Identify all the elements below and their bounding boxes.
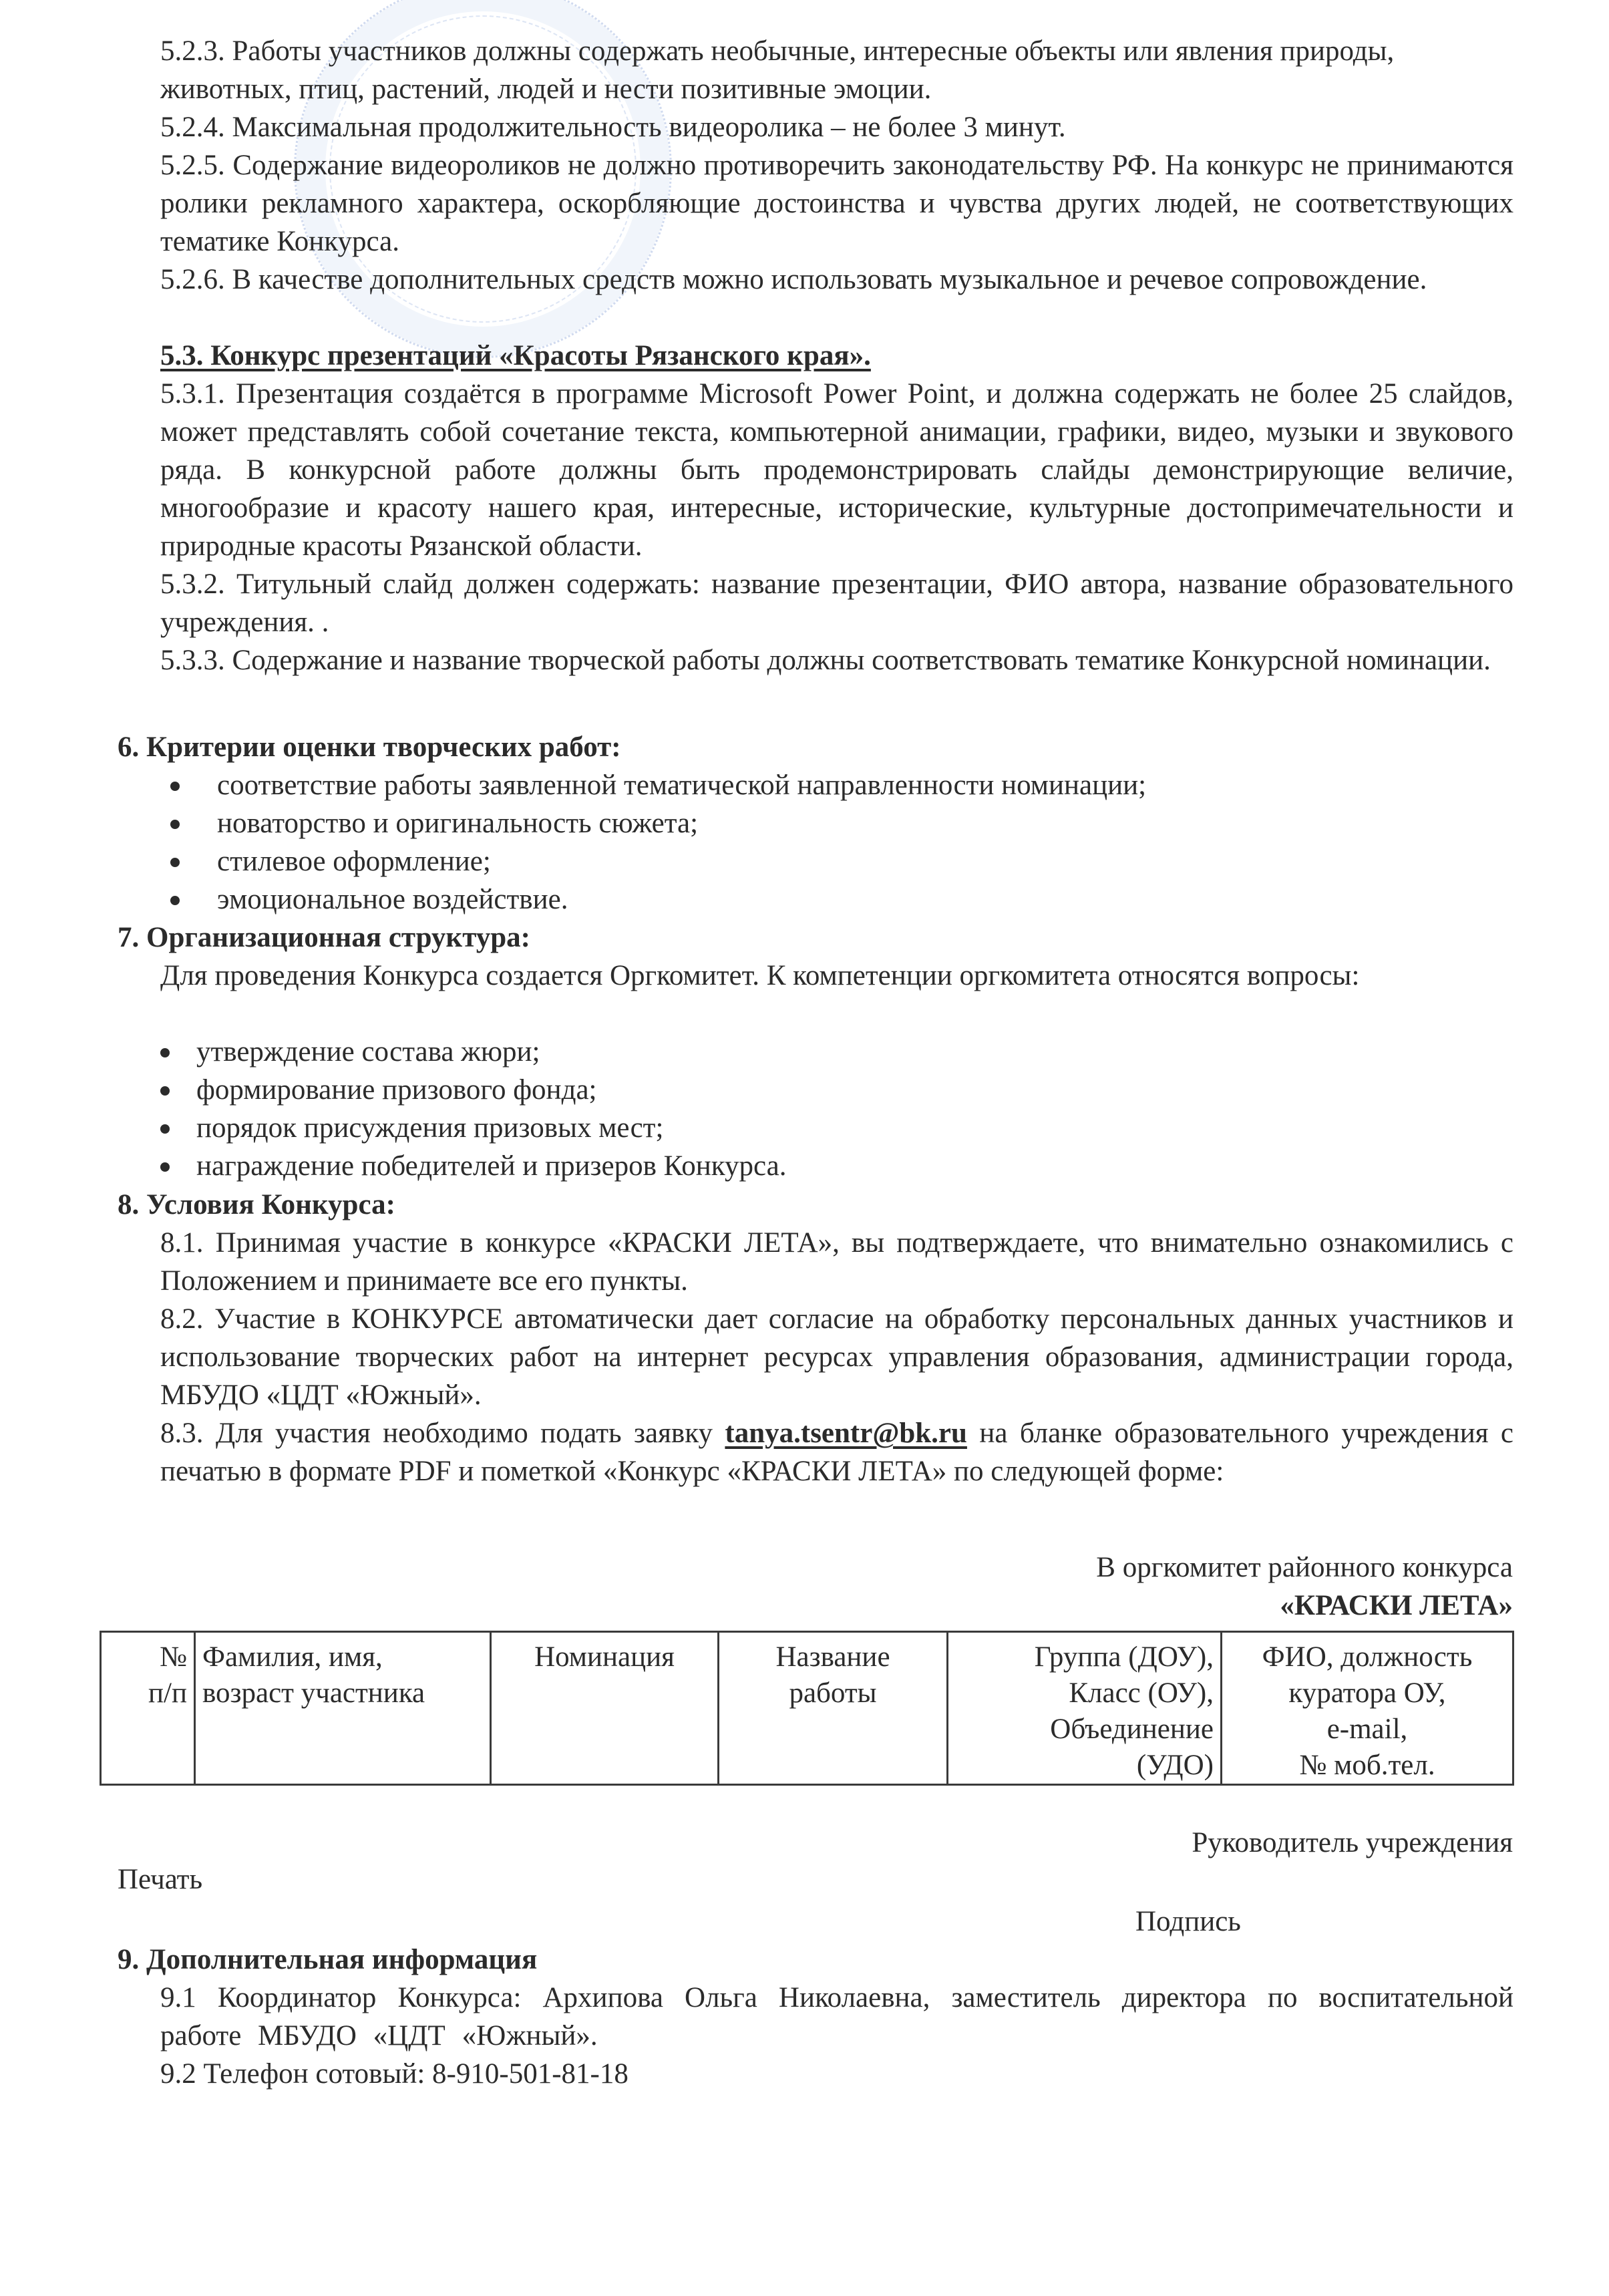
section-5-3 — [160, 375, 1513, 679]
section-7-intro — [160, 957, 1429, 995]
section-8-heading: 8. Условия Конкурса: — [118, 1189, 395, 1220]
header-text: Объединение — [1050, 1713, 1214, 1745]
paragraph-8-3-text-cont: на бланке образовательного учреждения с печатью в формате PDF и пометкой «Конкурс «КРАСКИ ЛЕТА» по следующей форме: — [160, 1418, 1513, 1487]
table-header-cell-participant — [195, 1632, 491, 1785]
addressee-line: В оргкомитет районного конкурса — [1096, 1552, 1513, 1583]
list-item-text: стилевое оформление; — [217, 846, 491, 877]
list-item-text: утверждение состава жюри; — [196, 1036, 540, 1068]
email-link[interactable]: tanya.tsentr@bk.ru — [725, 1418, 967, 1449]
bullet-icon — [160, 1086, 170, 1096]
list-item — [0, 1071, 1609, 1109]
header-text: Класс (ОУ), — [1069, 1677, 1214, 1709]
bullet-icon — [170, 896, 180, 905]
paragraph-5-2-5: 5.2.5. Содержание видеороликов не должно противоречить законодательству РФ. На конкурс не принимаются ролики рекламного характера, оскорбляющие достоинства и чувства других людей, не соответствующих тематике Конкурса. — [160, 150, 1513, 257]
list-item-text: эмоциональное воздействие. — [217, 884, 568, 915]
section-7-intro-text: Для проведения Конкурса создается Оргкомитет. К компетенции оргкомитета относятся вопросы: — [160, 960, 1360, 991]
addressee-contest-name: «КРАСКИ ЛЕТА» — [1280, 1590, 1513, 1621]
header-text: № моб.тел. — [1299, 1750, 1435, 1781]
application-form-table — [100, 1631, 1514, 1786]
section-9-heading: 9. Дополнительная информация — [118, 1944, 538, 1975]
header-text: п/п — [148, 1677, 187, 1709]
list-item-text: порядок присуждения призовых мест; — [196, 1112, 664, 1144]
section-9 — [160, 1979, 1513, 2093]
header-text: работы — [789, 1677, 877, 1709]
bullet-icon — [160, 1162, 170, 1172]
header-text: ФИО, должность — [1262, 1641, 1473, 1673]
table-header-cell-number — [101, 1632, 195, 1785]
paragraph-9-1: 9.1 Координатор Конкурса: Архипова Ольга Николаевна, заместитель директора по воспитательной работе МБУДО «ЦДТ «Южный». — [160, 1982, 1513, 2052]
list-item-text: награждение победителей и призеров Конкурса. — [196, 1150, 787, 1182]
bullet-icon — [160, 1124, 170, 1134]
header-text: Фамилия, имя, — [202, 1641, 383, 1673]
paragraph-5-2-3: 5.2.3. Работы участников должны содержать необычные, интересные объекты или явления природы, животных, птиц, растений, людей и нести позитивные эмоции. — [160, 35, 1395, 105]
section-6-heading: 6. Критерии оценки творческих работ: — [118, 731, 621, 763]
paragraph-8-2: 8.2. Участие в КОНКУРСЕ автоматически дает согласие на обработку персональных данных участников и использование творческих работ на интернет ресурсах управления образования, администрации города, МБУДО «ЦДТ «Южный». — [160, 1303, 1513, 1411]
table-header-cell-group — [948, 1632, 1222, 1785]
signature-label: Подпись — [1135, 1906, 1241, 1937]
list-item — [0, 804, 1609, 842]
paragraph-5-3-3: 5.3.3. Содержание и название творческой работы должны соответствовать тематике Конкурсной номинации. — [160, 645, 1491, 676]
bullet-icon — [170, 782, 180, 791]
section-5-2 — [160, 32, 1513, 299]
section-7-heading: 7. Организационная структура: — [118, 922, 530, 953]
paragraph-5-2-4: 5.2.4. Максимальная продолжительность видеоролика – не более 3 минут. — [160, 112, 1066, 143]
paragraph-8-3-text: 8.3. Для участия необходимо подать заявку — [160, 1418, 725, 1449]
table-header-row — [101, 1632, 1513, 1785]
paragraph-5-3-1: 5.3.1. Презентация создаётся в программе Microsoft Power Point, и должна содержать не более 25 слайдов, может представлять собой сочетание текста, компьютерной анимации, графики, видео, музыки и звукового ряда. В конкурсной работе должны быть продемонстрировать слайды демонстрирующие величие, многообразие и красоту нашего края, интересные, исторические, культурные достопримечательности и природные красоты Рязанской области. — [160, 378, 1513, 562]
list-item — [0, 1033, 1609, 1071]
paragraph-5-2-6: 5.2.6. В качестве дополнительных средств можно использовать музыкальное и речевое сопровождение. — [160, 264, 1427, 295]
header-text: куратора ОУ, — [1288, 1677, 1446, 1709]
table-header-cell-curator — [1222, 1632, 1513, 1785]
head-of-institution-label: Руководитель учреждения — [1192, 1827, 1513, 1858]
header-text: Название — [775, 1641, 890, 1673]
list-item — [0, 766, 1609, 804]
table-header-cell-nomination — [491, 1632, 719, 1785]
paragraph-8-1: 8.1. Принимая участие в конкурсе «КРАСКИ ЛЕТА», вы подтверждаете, что внимательно ознакомились с Положением и принимаете все его пункты. — [160, 1227, 1513, 1297]
orgcommittee-list — [0, 1033, 1609, 1185]
header-text: (УДО) — [1136, 1750, 1214, 1781]
header-text: e-mail, — [1326, 1713, 1408, 1745]
list-item — [0, 842, 1609, 880]
list-item — [0, 880, 1609, 919]
list-item-text: формирование призового фонда; — [196, 1074, 597, 1106]
header-text: возраст участника — [202, 1677, 425, 1709]
header-text: Группа (ДОУ), — [1034, 1641, 1214, 1673]
stamp-label: Печать — [118, 1864, 203, 1895]
section-8 — [160, 1224, 1513, 1490]
paragraph-8-3 — [160, 1414, 1513, 1490]
criteria-list — [0, 766, 1609, 919]
header-text: № — [159, 1641, 187, 1673]
list-item — [0, 1109, 1609, 1147]
bullet-icon — [160, 1048, 170, 1057]
list-item-text: новаторство и оригинальность сюжета; — [217, 808, 699, 839]
bullet-icon — [170, 820, 180, 829]
paragraph-5-3-2: 5.3.2. Титульный слайд должен содержать: название презентации, ФИО автора, название образовательного учреждения. . — [160, 568, 1513, 638]
paragraph-9-2: 9.2 Телефон сотовый: 8-910-501-81-18 — [160, 2058, 629, 2090]
list-item — [0, 1147, 1609, 1185]
bullet-icon — [170, 858, 180, 867]
section-5-3-heading: 5.3. Конкурс презентаций «Красоты Рязанского края». — [160, 340, 871, 371]
list-item-text: соответствие работы заявленной тематической направленности номинации; — [217, 770, 1147, 801]
header-text: Номинация — [534, 1641, 675, 1673]
table-header-cell-work-title — [719, 1632, 948, 1785]
